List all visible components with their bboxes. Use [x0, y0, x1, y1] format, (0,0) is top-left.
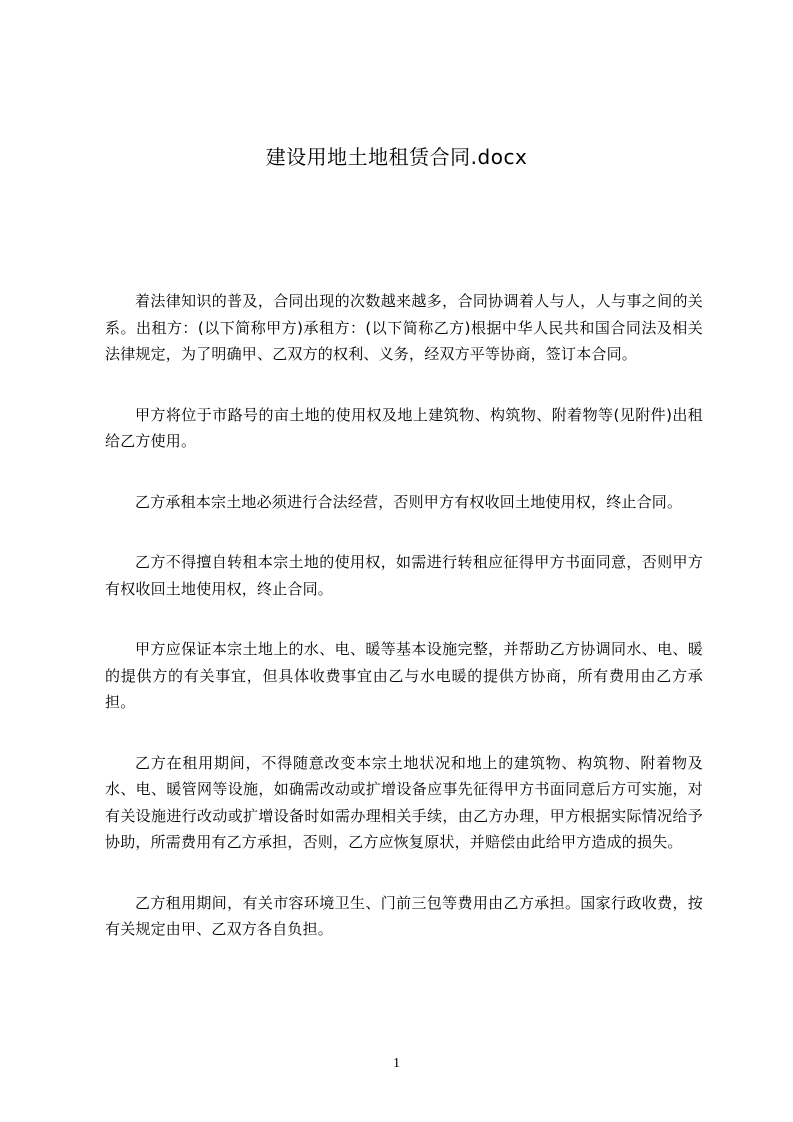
page-number: 1: [393, 1056, 400, 1071]
paragraph-utilities: 甲方应保证本宗土地上的水、电、暖等基本设施完整，并帮助乙方协调同水、电、暖的提供方的有关事宜，但具体收费事宜由乙与水电暖的提供方协商，所有费用由乙方承担。: [105, 640, 703, 711]
document-body: [105, 288, 703, 977]
paragraph-sublease: 乙方不得擅自转租本宗土地的使用权，如需进行转租应征得甲方书面同意，否则甲方有权收回土地使用权，终止合同。: [105, 553, 703, 598]
paragraph-modifications: 乙方在租用期间，不得随意改变本宗土地状况和地上的建筑物、构筑物、附着物及水、电、暖管网等设施，如确需改动或扩增设备应事先征得甲方书面同意后方可实施，对有关设施进行改动或扩增设备时如需办理相关手续，由乙方办理，甲方根据实际情况给予协助，所需费用有乙方承担，否则，乙方应恢复原状，并赔偿由此给甲方造成的损失。: [105, 753, 703, 851]
paragraph-lease-object: 甲方将位于市路号的亩土地的使用权及地上建筑物、构筑物、附着物等(见附件)出租给乙方使用。: [105, 405, 703, 450]
paragraph-legal-operation: 乙方承租本宗土地必须进行合法经营，否则甲方有权收回土地使用权，终止合同。: [135, 492, 683, 511]
paragraph-fees: 乙方租用期间，有关市容环境卫生、门前三包等费用由乙方承担。国家行政收费，按有关规定由甲、乙双方各自负担。: [105, 893, 703, 938]
paragraph-intro: 着法律知识的普及，合同出现的次数越来越多，合同协调着人与人，人与事之间的关系。出租方：(以下简称甲方)承租方：(以下简称乙方)根据中华人民共和国合同法及相关法律规定，为了明确甲、乙双方的权利、义务，经双方平等协商，签订本合同。: [105, 292, 703, 363]
document-title: 建设用地土地租赁合同.docx: [265, 145, 528, 169]
